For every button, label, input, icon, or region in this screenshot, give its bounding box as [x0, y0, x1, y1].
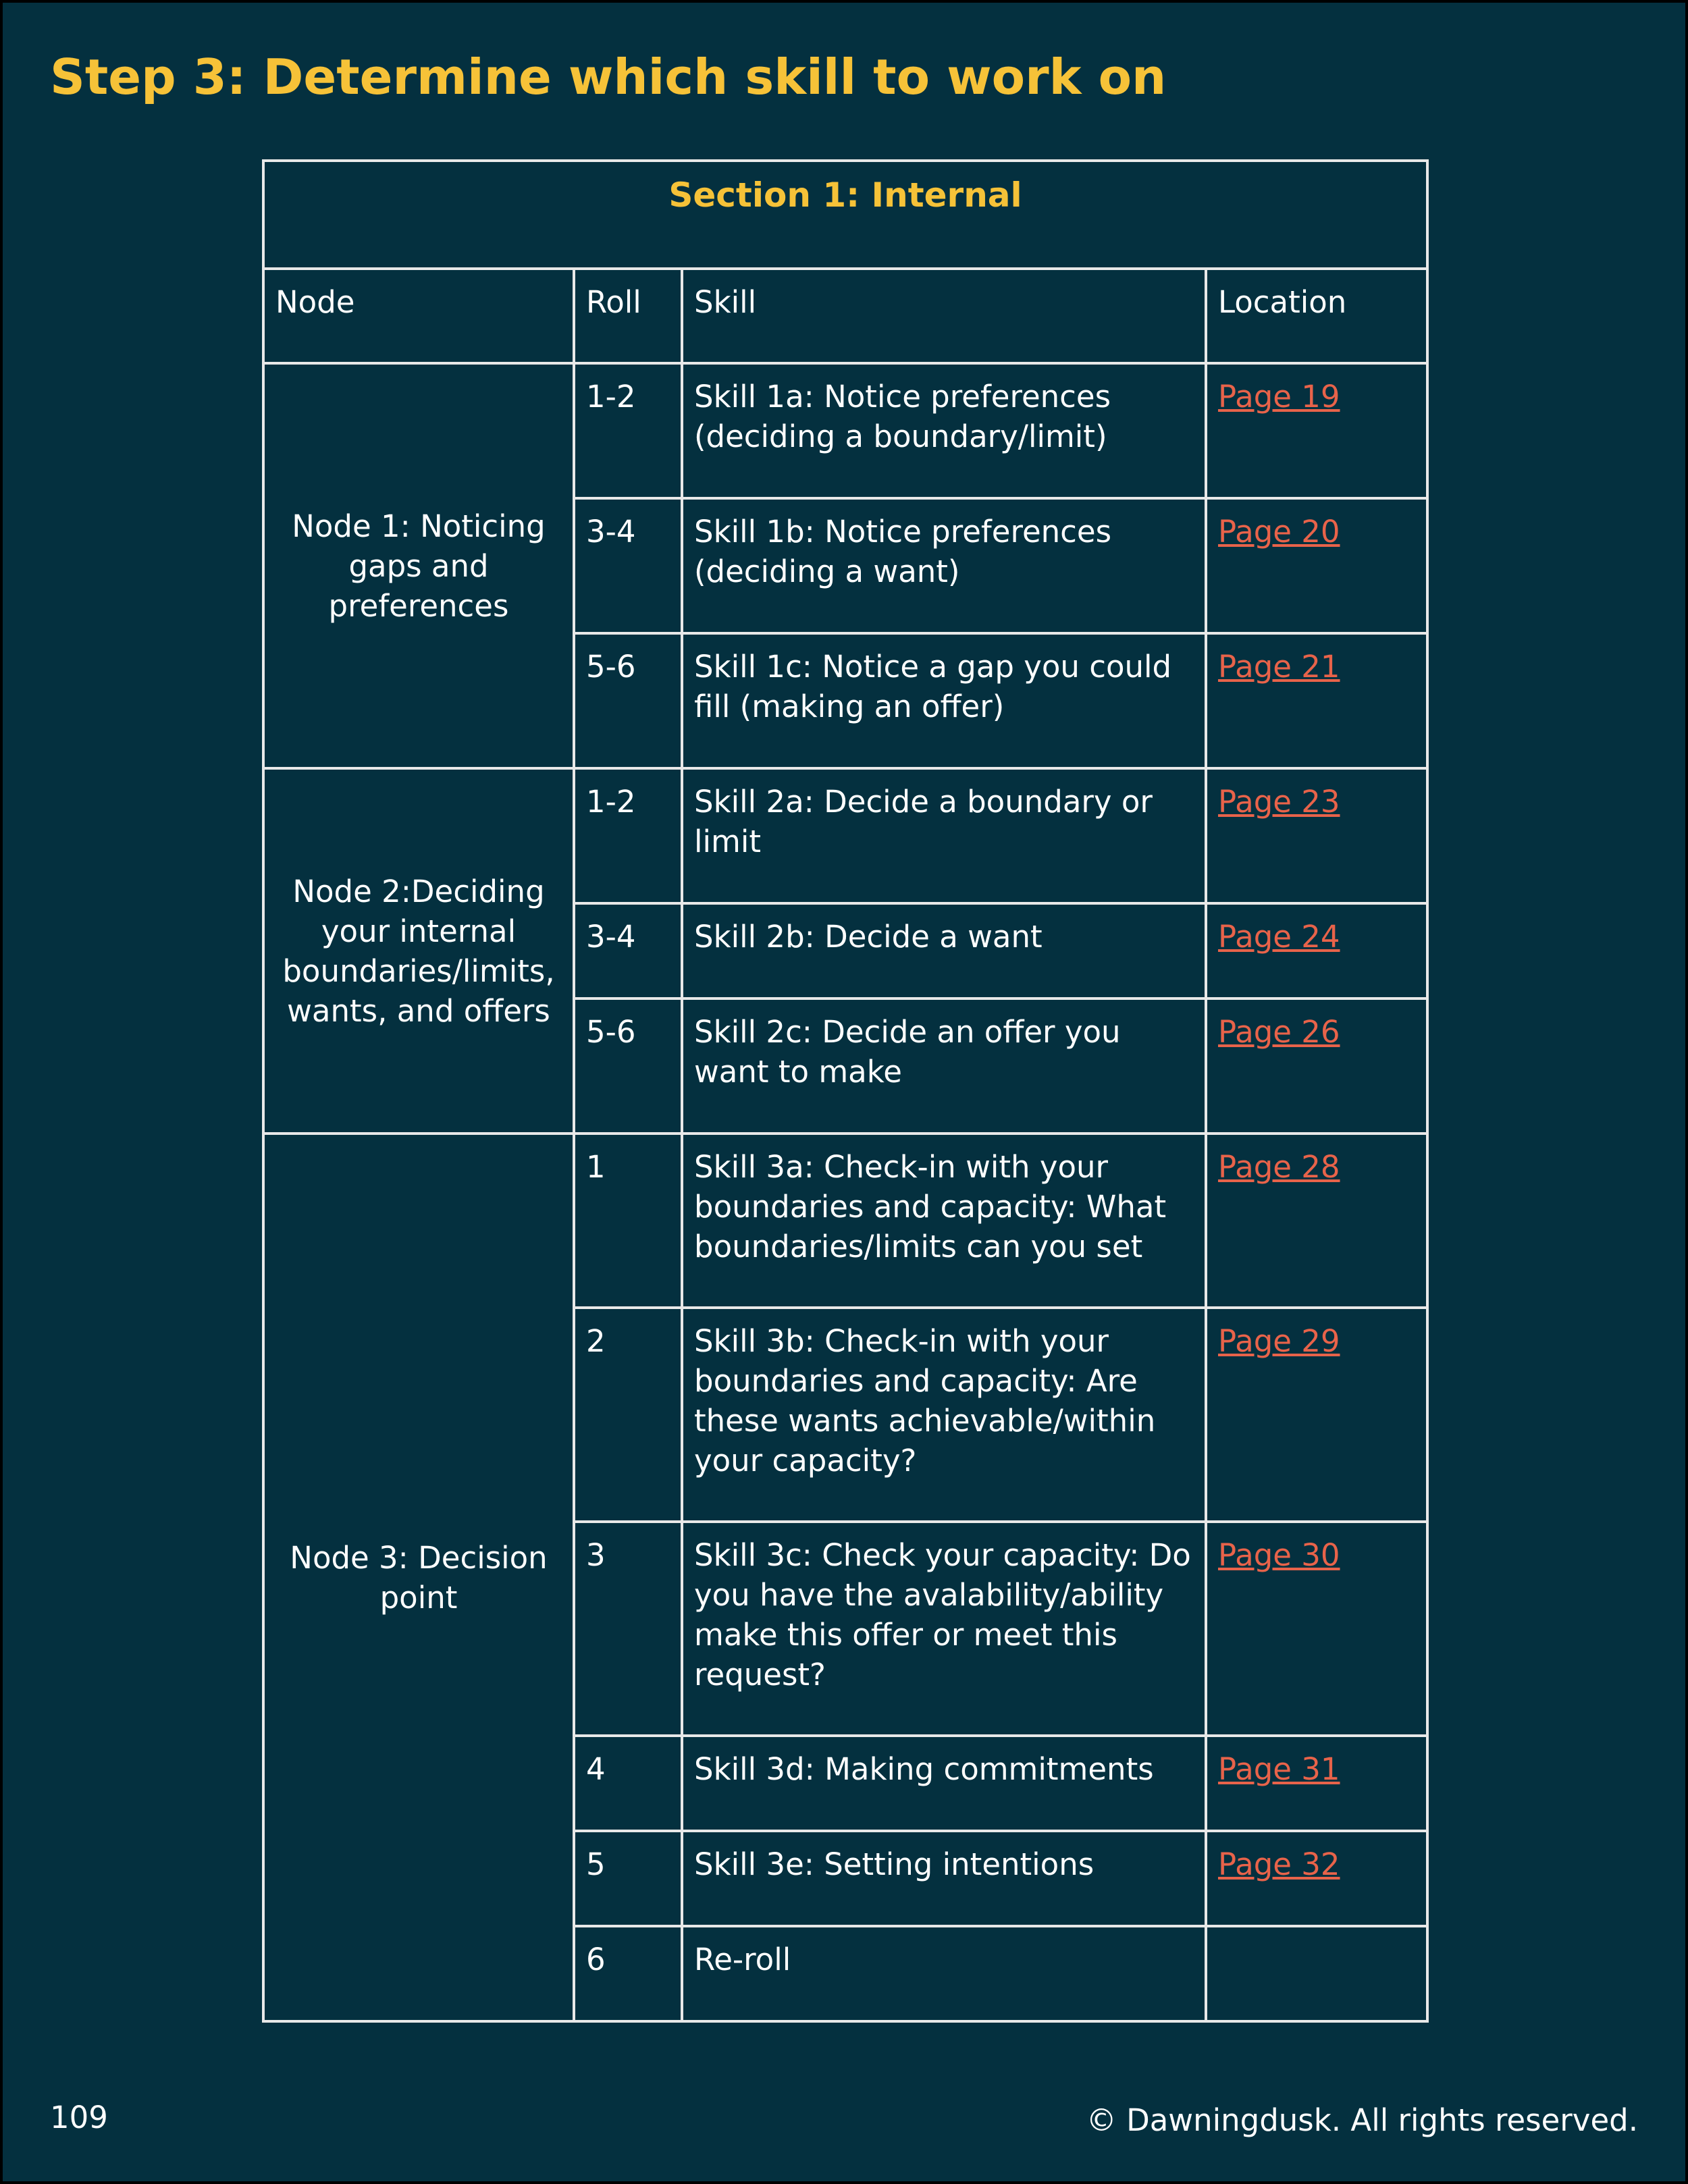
node-cell: Node 3: Decision point [263, 1134, 574, 2021]
skill-cell: Skill 3c: Check your capacity: Do you have the avalability/ability make this offer or meet this request? [682, 1522, 1206, 1736]
skill-cell: Skill 3e: Setting intentions [682, 1831, 1206, 1926]
skill-cell: Skill 1c: Notice a gap you could fill (making an offer) [682, 633, 1206, 768]
roll-cell: 1-2 [574, 363, 682, 498]
location-cell [1206, 1134, 1427, 1308]
location-cell [1206, 903, 1427, 998]
location-cell [1206, 768, 1427, 903]
location-link[interactable]: Page 31 [1218, 1751, 1340, 1787]
skills-table [262, 159, 1429, 2023]
table-row [263, 1134, 1427, 1308]
location-cell [1206, 1926, 1427, 2021]
table-row [263, 363, 1427, 498]
location-link[interactable]: Page 24 [1218, 919, 1340, 955]
location-cell [1206, 633, 1427, 768]
roll-cell: 5-6 [574, 633, 682, 768]
location-cell [1206, 1308, 1427, 1522]
skill-cell: Skill 3d: Making commitments [682, 1736, 1206, 1831]
location-link[interactable]: Page 32 [1218, 1846, 1340, 1882]
location-cell [1206, 1736, 1427, 1831]
location-cell [1206, 1522, 1427, 1736]
node-cell: Node 2:Deciding your internal boundaries/limits, wants, and offers [263, 768, 574, 1134]
skill-cell: Skill 2b: Decide a want [682, 903, 1206, 998]
header-location: Location [1206, 269, 1427, 363]
header-skill: Skill [682, 269, 1206, 363]
roll-cell: 2 [574, 1308, 682, 1522]
skill-cell: Skill 1a: Notice preferences (deciding a boundary/limit) [682, 363, 1206, 498]
page-title: Step 3: Determine which skill to work on [50, 49, 1167, 105]
location-cell [1206, 998, 1427, 1134]
header-node: Node [263, 269, 574, 363]
page-number: 109 [50, 2100, 108, 2135]
location-cell [1206, 1831, 1427, 1926]
skill-cell: Skill 3a: Check-in with your boundaries and capacity: What boundaries/limits can you set [682, 1134, 1206, 1308]
location-link[interactable]: Page 21 [1218, 649, 1340, 685]
location-link[interactable]: Page 26 [1218, 1014, 1340, 1050]
roll-cell: 6 [574, 1926, 682, 2021]
roll-cell: 3-4 [574, 498, 682, 633]
location-link[interactable]: Page 19 [1218, 379, 1340, 415]
roll-cell: 5 [574, 1831, 682, 1926]
roll-cell: 3-4 [574, 903, 682, 998]
skill-cell: Skill 1b: Notice preferences (deciding a want) [682, 498, 1206, 633]
location-link[interactable]: Page 23 [1218, 784, 1340, 820]
copyright-notice: © Dawningdusk. All rights reserved. [1086, 2102, 1638, 2138]
node-cell: Node 1: Noticing gaps and preferences [263, 363, 574, 768]
skill-cell: Skill 2a: Decide a boundary or limit [682, 768, 1206, 903]
roll-cell: 1-2 [574, 768, 682, 903]
roll-cell: 5-6 [574, 998, 682, 1134]
header-roll: Roll [574, 269, 682, 363]
roll-cell: 3 [574, 1522, 682, 1736]
location-cell [1206, 498, 1427, 633]
skill-cell: Skill 3b: Check-in with your boundaries and capacity: Are these wants achievable/within your capacity? [682, 1308, 1206, 1522]
location-link[interactable]: Page 30 [1218, 1537, 1340, 1573]
roll-cell: 4 [574, 1736, 682, 1831]
location-link[interactable]: Page 29 [1218, 1323, 1340, 1359]
location-cell [1206, 363, 1427, 498]
table-row [263, 768, 1427, 903]
skill-cell: Skill 2c: Decide an offer you want to make [682, 998, 1206, 1134]
location-link[interactable]: Page 20 [1218, 514, 1340, 550]
location-link[interactable]: Page 28 [1218, 1149, 1340, 1185]
section-title: Section 1: Internal [263, 161, 1427, 269]
roll-cell: 1 [574, 1134, 682, 1308]
skill-cell: Re-roll [682, 1926, 1206, 2021]
